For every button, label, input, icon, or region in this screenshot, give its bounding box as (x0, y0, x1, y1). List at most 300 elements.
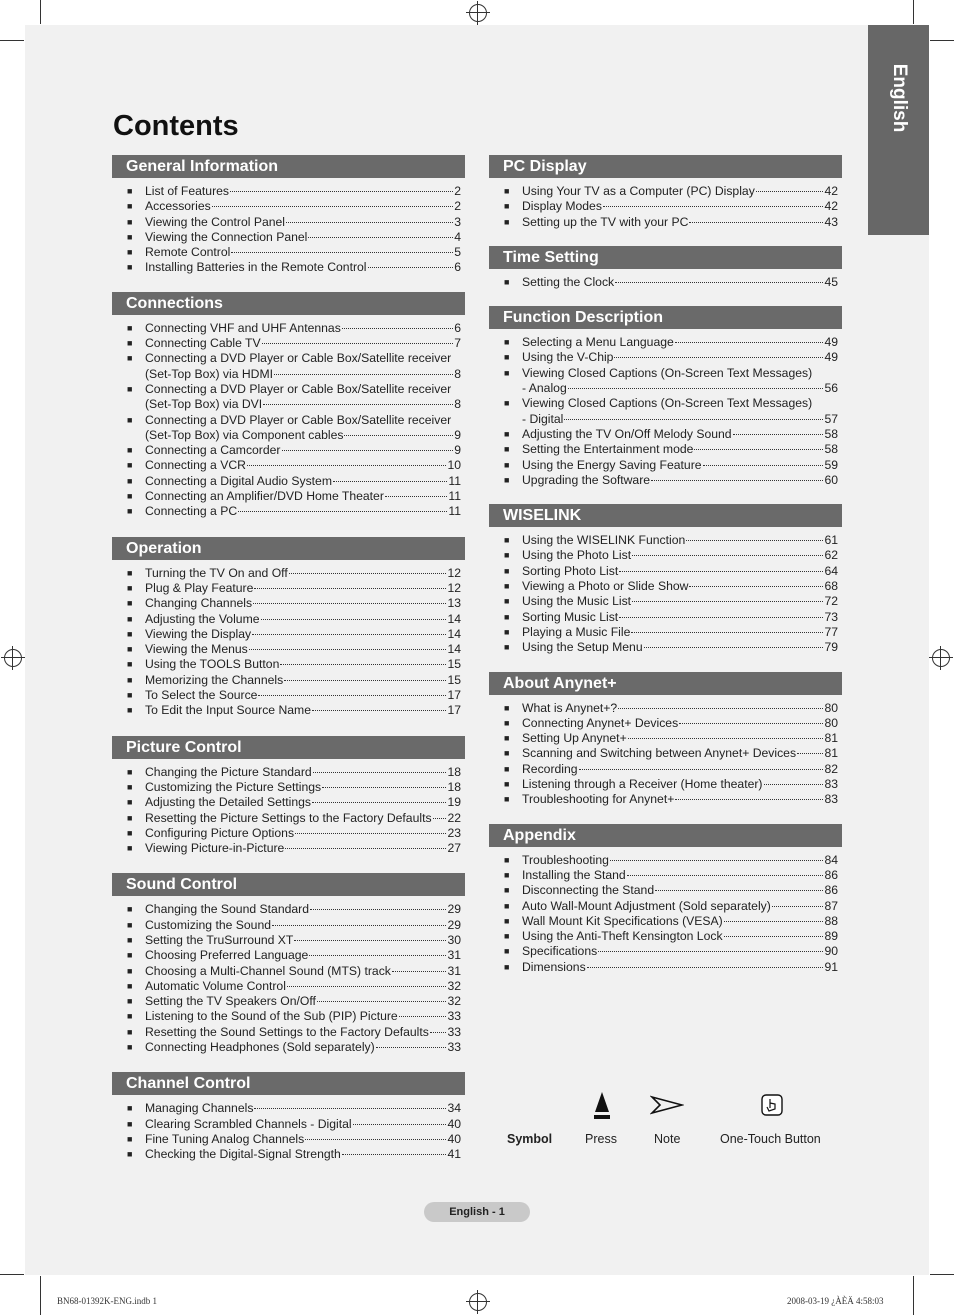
dot-leader (261, 619, 447, 620)
toc-entry-page: 15 (447, 657, 461, 672)
toc-entry[interactable] (504, 914, 838, 929)
dot-leader (230, 191, 453, 192)
dot-leader (295, 833, 446, 834)
toc-entry[interactable] (127, 657, 461, 672)
toc-entry[interactable] (127, 260, 461, 275)
toc-entry[interactable] (504, 396, 838, 427)
toc-entry-title: ■ Connecting a Digital Audio System (145, 473, 332, 488)
dot-leader (627, 875, 824, 876)
dot-leader (703, 465, 824, 466)
toc-entry[interactable] (504, 899, 838, 914)
toc-entry-title: ■ Connecting an Amplifier/DVD Home Theater (145, 489, 384, 504)
toc-entry[interactable] (127, 596, 461, 611)
toc-entry-title: ■ Disconnecting the Stand (522, 883, 655, 898)
section-heading: Function Description (489, 306, 842, 329)
toc-entry[interactable] (127, 811, 461, 826)
dot-leader (247, 465, 446, 466)
dot-leader (772, 906, 824, 907)
toc-section (112, 736, 465, 857)
toc-entry[interactable] (127, 795, 461, 810)
dot-leader (433, 818, 447, 819)
toc-entry[interactable] (504, 594, 838, 609)
toc-entry-title: (Set-Top Box) via HDMI (145, 366, 273, 381)
toc-entry[interactable] (504, 548, 838, 563)
toc-entry-title: ■ Viewing the Connection Panel (145, 229, 308, 244)
section-heading: About Anynet+ (489, 672, 842, 695)
toc-entry[interactable] (504, 883, 838, 898)
toc-entry-page: 9 (454, 427, 461, 442)
toc-entry-page: 64 (824, 563, 838, 578)
note-icon (650, 1094, 684, 1116)
toc-entry[interactable] (504, 792, 838, 807)
dot-leader (564, 419, 823, 420)
toc-entry-title: ■ Connecting a PC (145, 504, 238, 519)
toc-entry-page: 80 (824, 700, 838, 715)
toc-entry-page: 81 (824, 746, 838, 761)
toc-entry-title: ■ Remote Control (145, 245, 231, 260)
toc-entry-page: 61 (824, 533, 838, 548)
toc-entry-title: ■ Connecting Anynet+ Devices (522, 715, 679, 730)
legend-note-label: Note (654, 1132, 681, 1146)
toc-entry-page: 3 (454, 214, 461, 229)
toc-entry[interactable] (504, 579, 838, 594)
toc-entry-title: ■ Automatic Volume Control (145, 978, 286, 993)
toc-entry-title: ■ Auto Wall-Mount Adjustment (Sold separately) (522, 898, 771, 913)
toc-entry[interactable] (127, 351, 461, 382)
dot-leader (309, 955, 446, 956)
toc-entry[interactable] (127, 504, 461, 519)
toc-entry[interactable] (504, 640, 838, 655)
dot-leader (675, 799, 823, 800)
toc-entry-page: 29 (447, 902, 461, 917)
toc-entry[interactable] (504, 199, 838, 214)
toc-entry-title: ■ What is Anynet+? (522, 700, 618, 715)
section-heading: Operation (112, 537, 465, 560)
toc-entry-title: ■ Viewing Picture-in-Picture (145, 841, 285, 856)
toc-entry-page: 86 (824, 867, 838, 882)
toc-entry[interactable] (504, 944, 838, 959)
toc-entry-page: 40 (447, 1116, 461, 1131)
toc-entry-page: 8 (454, 397, 461, 412)
dot-leader (392, 971, 447, 972)
toc-entry[interactable] (504, 868, 838, 883)
dot-leader (376, 1047, 447, 1048)
toc-entry[interactable] (127, 948, 461, 963)
toc-entry-title: ■ Connecting Cable TV (145, 336, 261, 351)
dot-leader (603, 206, 824, 207)
registration-mark-icon (469, 4, 487, 22)
toc-entry[interactable] (127, 184, 461, 199)
language-tab-label: English (888, 63, 910, 133)
toc-entry-page: 72 (824, 594, 838, 609)
toc-entry-page: 68 (824, 579, 838, 594)
toc-entry[interactable] (504, 335, 838, 350)
toc-entry[interactable] (127, 474, 461, 489)
toc-entry[interactable] (127, 780, 461, 795)
toc-entry-title: ■ Adjusting the TV On/Off Melody Sound (522, 426, 732, 441)
toc-entry-title: ■ Selecting a Menu Language (522, 335, 674, 350)
toc-entry[interactable] (504, 716, 838, 731)
toc-entry-title: ■ To Edit the Input Source Name (145, 703, 311, 718)
toc-entry[interactable] (504, 731, 838, 746)
toc-entry-page: 5 (454, 245, 461, 260)
dot-leader (310, 909, 446, 910)
dot-leader (274, 374, 453, 375)
toc-entry-title: ■ Troubleshooting (522, 852, 609, 867)
toc-entry[interactable] (504, 929, 838, 944)
dot-leader (675, 342, 824, 343)
toc-list (112, 896, 465, 1055)
toc-entry-title: ■ Connecting a Camcorder (145, 443, 281, 458)
toc-entry[interactable] (127, 443, 461, 458)
section-heading: Channel Control (112, 1072, 465, 1095)
toc-entry[interactable] (127, 581, 461, 596)
toc-entry-page: 14 (447, 611, 461, 626)
toc-entry-title: ■ Using the Setup Menu (522, 640, 643, 655)
toc-list (489, 695, 842, 808)
dot-leader (322, 787, 446, 788)
toc-entry-page: 33 (447, 1009, 461, 1024)
toc-entry-page: 31 (447, 963, 461, 978)
toc-entry-title: ■ Using the WISELINK Function (522, 533, 686, 548)
dot-leader (258, 695, 446, 696)
toc-entry-title: ■ Adjusting the Detailed Settings (145, 795, 311, 810)
dot-leader (619, 571, 823, 572)
toc-entry-page: 33 (447, 1024, 461, 1039)
section-heading: Time Setting (489, 246, 842, 269)
toc-entry-page: 83 (824, 792, 838, 807)
toc-entry-page: 9 (454, 443, 461, 458)
toc-entry[interactable] (127, 933, 461, 948)
toc-entry-title: ■ Connecting VHF and UHF Antennas (145, 320, 341, 335)
toc-entry[interactable] (504, 473, 838, 488)
toc-entry-title: ■ Setting the TruSurround XT (145, 932, 294, 947)
dot-leader (385, 496, 447, 497)
toc-entry[interactable] (504, 960, 838, 975)
toc-entry-page: 17 (447, 688, 461, 703)
press-icon (592, 1090, 612, 1122)
toc-entry[interactable] (504, 610, 838, 625)
toc-entry-title: ■ Using the Energy Saving Feature (522, 457, 702, 472)
toc-section (489, 672, 842, 808)
dot-leader (280, 664, 446, 665)
toc-entry-title: ■ Setting Up Anynet+ (522, 731, 627, 746)
toc-entry-page: 27 (447, 841, 461, 856)
toc-entry[interactable] (504, 853, 838, 868)
dot-leader (631, 632, 823, 633)
toc-entry[interactable] (504, 184, 838, 199)
toc-entry[interactable] (127, 1117, 461, 1132)
toc-entry-title: - Digital (522, 411, 564, 426)
dot-leader (619, 617, 823, 618)
toc-entry-title: ■ Viewing a Photo or Slide Show (522, 579, 689, 594)
toc-section (112, 537, 465, 719)
toc-entry-title: ■ Installing Batteries in the Remote Control (145, 260, 367, 275)
dot-leader (632, 601, 823, 602)
dot-leader (286, 222, 453, 223)
section-heading: Sound Control (112, 873, 465, 896)
toc-entry[interactable] (127, 1040, 461, 1055)
contents-left-column (112, 155, 465, 1163)
toc-entry[interactable] (504, 350, 838, 365)
dot-leader (724, 921, 824, 922)
toc-entry-page: 88 (824, 913, 838, 928)
toc-entry-page: 4 (454, 229, 461, 244)
dot-leader (568, 388, 824, 389)
toc-entry[interactable] (127, 215, 461, 230)
toc-entry-title: ■ Wall Mount Kit Specifications (VESA) (522, 913, 723, 928)
toc-entry-page: 41 (447, 1147, 461, 1162)
toc-section (489, 246, 842, 290)
toc-entry-page: 12 (447, 580, 461, 595)
crop-mark (930, 1274, 954, 1275)
toc-list (489, 329, 842, 488)
toc-entry-page: 18 (447, 779, 461, 794)
toc-section (489, 824, 842, 975)
toc-entry-title: ■ Upgrading the Software (522, 472, 651, 487)
toc-entry-title: ■ Resetting the Sound Settings to the Factory Defaults (145, 1024, 429, 1039)
toc-entry-page: 58 (824, 442, 838, 457)
toc-entry[interactable] (504, 275, 838, 290)
toc-section (489, 504, 842, 655)
toc-entry[interactable] (127, 230, 461, 245)
toc-entry[interactable] (127, 382, 461, 413)
dot-leader (342, 328, 453, 329)
section-heading: WISELINK (489, 504, 842, 527)
toc-list (112, 315, 465, 520)
toc-entry[interactable] (127, 1025, 461, 1040)
dot-leader (305, 1139, 446, 1140)
toc-entry-title: - Analog (522, 381, 567, 396)
toc-entry[interactable] (504, 442, 838, 457)
dot-leader (253, 603, 446, 604)
toc-entry-page: 77 (824, 624, 838, 639)
toc-entry-title: ■ Connecting Headphones (Sold separately) (145, 1040, 375, 1055)
toc-entry-title: ■ Customizing the Sound (145, 917, 272, 932)
crop-mark (40, 0, 41, 24)
toc-entry[interactable] (127, 627, 461, 642)
toc-entry-page: 59 (824, 457, 838, 472)
toc-list (112, 178, 465, 276)
toc-entry-page: 43 (824, 214, 838, 229)
dot-leader (282, 450, 454, 451)
toc-entry[interactable] (127, 413, 461, 444)
legend-press-label: Press (585, 1132, 617, 1146)
toc-entry-page: 2 (454, 199, 461, 214)
toc-entry[interactable] (127, 841, 461, 856)
toc-entry-title: ■ Scanning and Switching between Anynet+ Devices (522, 746, 797, 761)
toc-entry-page: 60 (824, 472, 838, 487)
dot-leader (644, 647, 824, 648)
section-heading: Appendix (489, 824, 842, 847)
toc-entry-page: 8 (454, 366, 461, 381)
toc-entry[interactable] (127, 612, 461, 627)
toc-entry-title: ■ Dimensions (522, 959, 586, 974)
toc-entry[interactable] (504, 564, 838, 579)
dot-leader (353, 1124, 447, 1125)
toc-entry-page: 7 (454, 336, 461, 351)
toc-entry[interactable] (127, 1101, 461, 1116)
toc-entry-title: ■ Checking the Digital-Signal Strength (145, 1147, 341, 1162)
legend-one-touch-label: One-Touch Button (720, 1132, 821, 1146)
toc-entry[interactable] (127, 994, 461, 1009)
toc-entry[interactable] (127, 673, 461, 688)
toc-entry-title: ■ Troubleshooting for Anynet+ (522, 792, 675, 807)
toc-entry[interactable] (127, 765, 461, 780)
toc-list (112, 1095, 465, 1162)
toc-entry[interactable] (127, 336, 461, 351)
toc-entry[interactable] (127, 1147, 461, 1162)
toc-section (112, 1072, 465, 1162)
toc-entry-page: 2 (454, 184, 461, 198)
toc-entry-page: 56 (824, 381, 838, 396)
toc-entry-title-line: ■ Connecting a DVD Player or Cable Box/Satellite receiver (145, 351, 452, 366)
toc-entry-title: ■ Specifications (522, 944, 598, 959)
toc-entry[interactable] (127, 918, 461, 933)
toc-entry[interactable] (127, 245, 461, 260)
dot-leader (262, 343, 454, 344)
dot-leader (344, 435, 453, 436)
dot-leader (368, 267, 454, 268)
dot-leader (598, 951, 823, 952)
toc-entry[interactable] (504, 533, 838, 548)
crop-mark (913, 0, 914, 24)
toc-entry[interactable] (127, 642, 461, 657)
dot-leader (764, 784, 824, 785)
dot-leader (231, 252, 453, 253)
legend-symbol-label: Symbol (507, 1132, 553, 1146)
toc-entry[interactable] (504, 215, 838, 230)
toc-entry[interactable] (504, 777, 838, 792)
dot-leader (689, 222, 823, 223)
toc-entry-page: 14 (447, 626, 461, 641)
toc-section (112, 292, 465, 520)
section-heading: Picture Control (112, 736, 465, 759)
dot-leader (797, 753, 823, 754)
toc-entry[interactable] (127, 1132, 461, 1147)
dot-leader (308, 237, 453, 238)
toc-entry-page: 42 (824, 184, 838, 198)
toc-entry-title: ■ Viewing the Control Panel (145, 214, 286, 229)
toc-entry-page: 86 (824, 883, 838, 898)
toc-entry[interactable] (127, 964, 461, 979)
crop-mark (913, 1276, 914, 1315)
toc-entry[interactable] (504, 746, 838, 761)
toc-entry[interactable] (127, 566, 461, 581)
section-heading: General Information (112, 155, 465, 178)
dot-leader (651, 480, 823, 481)
toc-section (489, 306, 842, 488)
toc-entry-title: (Set-Top Box) via Component cables (145, 427, 344, 442)
contents-right-column (489, 155, 842, 975)
registration-mark-icon (4, 649, 22, 667)
toc-entry[interactable] (127, 703, 461, 718)
toc-entry[interactable] (127, 902, 461, 917)
toc-entry-title: ■ Choosing a Multi-Channel Sound (MTS) track (145, 963, 391, 978)
toc-entry-page: 6 (454, 320, 461, 335)
toc-list (489, 178, 842, 230)
toc-entry-title: ■ Choosing Preferred Language (145, 948, 309, 963)
toc-entry[interactable] (127, 1009, 461, 1024)
dot-leader (289, 573, 447, 574)
dot-leader (615, 282, 823, 283)
section-heading: PC Display (489, 155, 842, 178)
toc-entry-title: ■ Changing the Sound Standard (145, 902, 309, 917)
toc-entry-page: 57 (824, 411, 838, 426)
toc-entry-title: ■ To Select the Source (145, 688, 258, 703)
toc-entry-title: ■ Using Your TV as a Computer (PC) Display (522, 184, 755, 198)
toc-entry[interactable] (127, 458, 461, 473)
toc-entry-page: 87 (824, 898, 838, 913)
toc-entry-title-line: ■ Viewing Closed Captions (On-Screen Text Messages) (522, 365, 813, 380)
dot-leader (285, 848, 446, 849)
dot-leader (294, 940, 446, 941)
toc-entry[interactable] (127, 979, 461, 994)
dot-leader (733, 434, 824, 435)
dot-leader (312, 710, 446, 711)
toc-entry-title: ■ Viewing the Menus (145, 642, 248, 657)
dot-leader (287, 986, 447, 987)
dot-leader (249, 649, 447, 650)
toc-entry-page: 45 (824, 274, 838, 289)
toc-entry[interactable] (504, 427, 838, 442)
toc-entry-page: 32 (447, 978, 461, 993)
toc-entry-page: 73 (824, 609, 838, 624)
toc-entry-page: 10 (447, 458, 461, 473)
toc-entry[interactable] (504, 458, 838, 473)
toc-entry-page: 15 (447, 672, 461, 687)
toc-entry-title: ■ Configuring Picture Options (145, 825, 295, 840)
toc-entry[interactable] (127, 321, 461, 336)
toc-entry-title: ■ Using the Music List (522, 594, 632, 609)
dot-leader (284, 680, 446, 681)
toc-entry[interactable] (504, 762, 838, 777)
toc-entry[interactable] (127, 489, 461, 504)
toc-section (489, 155, 842, 230)
dot-leader (272, 925, 446, 926)
toc-entry-title: ■ Using the TOOLS Button (145, 657, 280, 672)
dot-leader (618, 708, 823, 709)
toc-entry-page: 91 (824, 959, 838, 974)
toc-entry[interactable] (504, 625, 838, 640)
toc-entry[interactable] (127, 688, 461, 703)
toc-entry-title: ■ Adjusting the Volume (145, 611, 260, 626)
dot-leader (694, 449, 823, 450)
toc-entry-page: 11 (448, 504, 461, 519)
toc-entry-page: 30 (447, 932, 461, 947)
dot-leader (399, 1016, 447, 1017)
toc-entry-title-line: ■ Connecting a DVD Player or Cable Box/Satellite receiver (145, 412, 452, 427)
section-heading: Connections (112, 292, 465, 315)
toc-entry[interactable] (504, 366, 838, 397)
dot-leader (628, 738, 824, 739)
toc-entry[interactable] (127, 199, 461, 214)
toc-entry-page: 31 (447, 948, 461, 963)
toc-entry-title: ■ Setting up the TV with your PC (522, 214, 689, 229)
toc-entry[interactable] (127, 826, 461, 841)
dot-leader (312, 802, 446, 803)
crop-mark (0, 40, 24, 41)
toc-entry-title: ■ Recording (522, 761, 578, 776)
toc-entry-title: ■ Sorting Photo List (522, 563, 619, 578)
toc-entry-title: ■ Turning the TV On and Off (145, 565, 288, 580)
toc-entry[interactable] (504, 701, 838, 716)
footer-timestamp: 2008-03-19 ¿ÀÈÄ 4:58:03 (787, 1296, 884, 1306)
toc-entry-page: 62 (824, 548, 838, 563)
toc-entry-page: 42 (824, 199, 838, 214)
toc-entry-page: 84 (824, 852, 838, 867)
crop-mark (40, 1276, 41, 1315)
